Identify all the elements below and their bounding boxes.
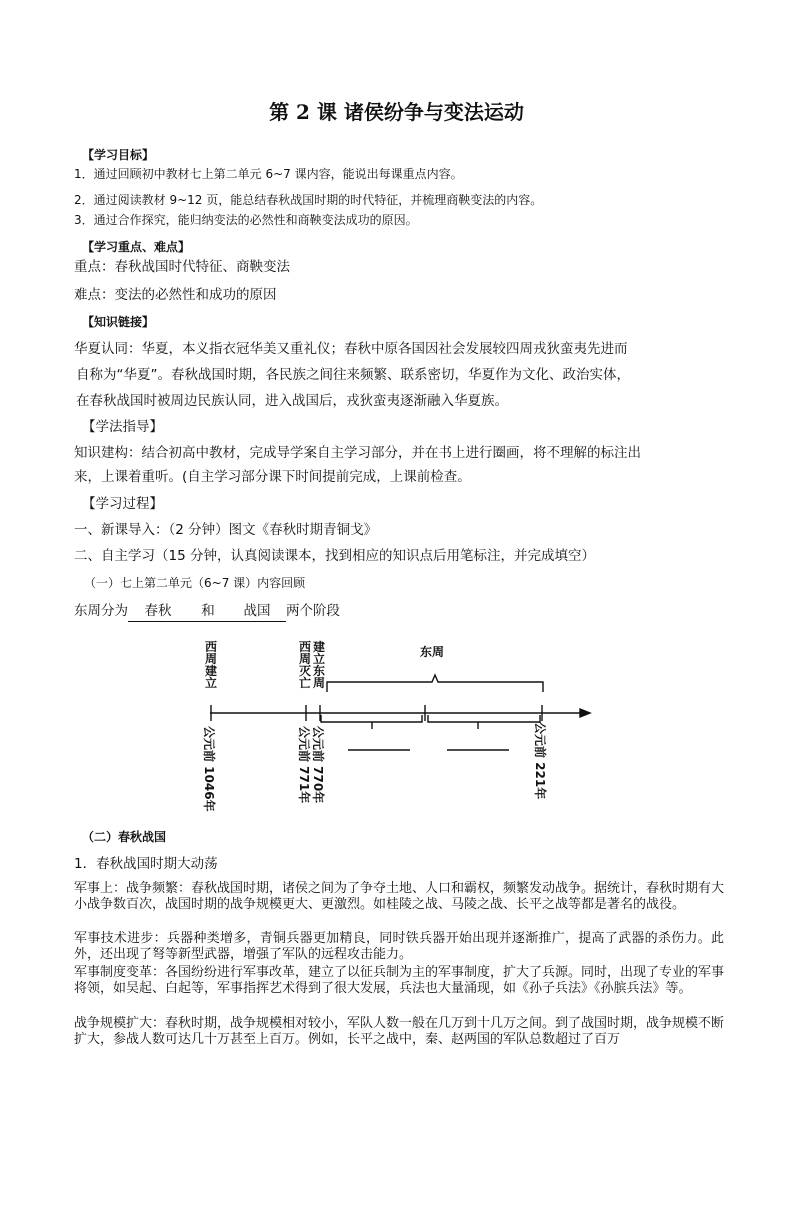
links-line-3: 在春秋战国时被周边民族认同，进入战国后，戎狄蛮夷逐渐融入华夏族。 — [76, 393, 508, 409]
date-770: 公元前 770年 — [311, 726, 325, 804]
process-part2: 二、自主学习（15 分钟，认真阅读课本，找到相应的知识点后用笔标注，并完成填空） — [74, 548, 595, 564]
fill-blank-1: 春秋 — [128, 601, 188, 622]
label-xizhou-jianli: 西周建立 — [204, 640, 217, 690]
goal-item-3: 3．通过合作探究，能归纳变法的必然性和商鞅变法成功的原因。 — [74, 213, 418, 227]
label-xizhou-miewang: 西周灭亡 — [298, 640, 311, 690]
keypoints-heading: 【学习重点、难点】 — [82, 240, 191, 254]
date-771: 公元前 771年 — [297, 726, 311, 804]
label-jianli-dongzhou: 建立东周 — [312, 640, 325, 690]
paragraph-military: 军事上：战争频繁：春秋战国时期，诸侯之间为了争夺土地、人口和霸权，频繁发动战争。据统计，春秋时期有大小战争数百次，战国时期的战争规模更大、更激烈。如桂陵之战、马陵之战、长平之战等都是著名的战役。 — [74, 881, 725, 912]
difficult-point: 难点：变法的必然性和成功的原因 — [74, 287, 277, 303]
label-dongzhou: 东周 — [420, 645, 445, 659]
method-heading: 【学法指导】 — [82, 419, 163, 435]
fill-prefix: 东周分为 — [74, 603, 128, 619]
process-sub1: （一）七上第二单元（6~7 课）内容回顾 — [84, 576, 306, 590]
date-1046: 公元前 1046年 — [202, 726, 216, 812]
bracket-zhanguo — [428, 715, 540, 729]
paragraph-tech: 军事技术进步：兵器种类增多，青铜兵器更加精良，同时铁兵器开始出现并逐渐推广，提高了武器的杀伤力。此外，还出现了弩等新型武器，增强了军队的远程攻击能力。 — [74, 931, 724, 962]
goal-item-2: 2．通过阅读教材 9~12 页，能总结春秋战国时期的时代特征，并梳理商鞅变法的内容。 — [74, 193, 543, 207]
links-heading: 【知识链接】 — [82, 315, 155, 329]
fill-blank-2: 战国 — [228, 601, 286, 622]
paragraph-system: 军事制度变革：各国纷纷进行军事改革，建立了以征兵制为主的军事制度，扩大了兵源。同时，出现了专业的军事将领，如吴起、白起等，军事指挥艺术得到了很大发展，兵法也大量涌现，如《孙子兵法》《孙膑兵法》等。 — [74, 965, 725, 996]
timeline-arrow — [580, 709, 590, 717]
paragraph-scale: 战争规模扩大：春秋时期，战争规模相对较小，军队人数一般在几万到十几万之间。到了战国时期，战争规模不断扩大，参战人数可达几十万甚至上百万。例如，长平之战中，秦、赵两国的军队总数超过了百万 — [74, 1016, 725, 1047]
links-line-2: 自称为“华夏”。春秋战国时期，各民族之间往来频繁、联系密切，华夏作为文化、政治实体， — [76, 367, 630, 383]
fill-mid: 和 — [188, 601, 228, 622]
section2-sub: 1．春秋战国时期大动荡 — [74, 856, 218, 872]
method-line-2: 来，上课着重听。(自主学习部分课下时间提前完成，上课前检查。 — [74, 469, 471, 485]
dongzhou-brace — [327, 675, 543, 692]
section2-heading: （二）春秋战国 — [82, 830, 167, 844]
goal-item-1: 1．通过回顾初中教材七上第二单元 6~7 课内容，能说出每课重点内容。 — [74, 167, 463, 181]
goals-heading: 【学习目标】 — [82, 148, 155, 162]
fill-suffix: 两个阶段 — [286, 603, 340, 619]
process-part1: 一、新课导入：（2 分钟）图文《春秋时期青铜戈》 — [74, 522, 378, 538]
links-line-1: 华夏认同：华夏，本义指衣冠华美又重礼仪；春秋中原各国因社会发展较四周戎狄蛮夷先进而 — [74, 341, 628, 357]
date-221: 公元前 221年 — [533, 722, 547, 800]
method-line-1: 知识建构：结合初高中教材，完成导学案自主学习部分，并在书上进行圈画，将不理解的标注出 — [74, 445, 641, 461]
bracket-chunqiu — [321, 715, 422, 729]
page-title: 第 2 课 诸侯纷争与变法运动 — [269, 100, 524, 124]
key-point: 重点：春秋战国时代特征、商鞅变法 — [74, 259, 290, 275]
process-heading: 【学习过程】 — [82, 496, 163, 512]
